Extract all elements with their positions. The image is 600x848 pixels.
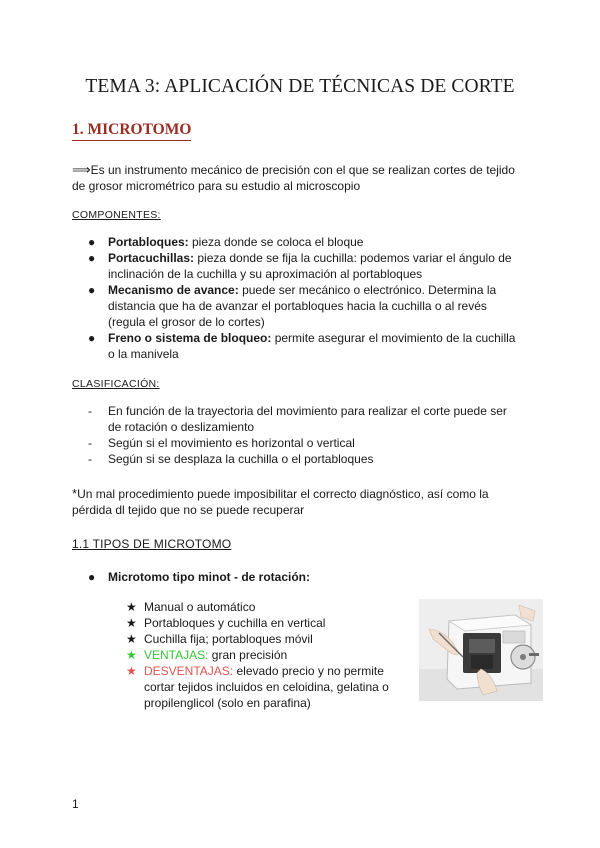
star-icon: ★: [126, 648, 137, 662]
item-term: Freno o sistema de bloqueo:: [108, 331, 272, 345]
list-item: [126, 663, 416, 711]
item-text: Manual o automático: [144, 600, 256, 614]
star-icon: ★: [126, 600, 137, 614]
star-icon: ★: [126, 632, 137, 646]
list-item: [72, 403, 532, 435]
list-item: [72, 234, 532, 250]
list-item: [126, 615, 416, 631]
section-heading-text: 1. MICROTOMO: [72, 121, 192, 138]
clasificacion-label: CLASIFICACIÓN:: [72, 378, 160, 390]
star-icon: ★: [126, 616, 137, 630]
bullet-icon: ●: [88, 283, 96, 297]
note-line-2: pérdida dl tejido que no se puede recuperar: [72, 503, 305, 517]
item-text: En función de la trayectoria del movimiento para realizar el corte puede ser: [108, 404, 507, 418]
item-text: o la manivela: [108, 347, 179, 361]
item-text: Cuchilla fija; portabloques móvil: [144, 632, 313, 646]
minot-features: [126, 599, 416, 711]
dash-marker: -: [88, 404, 92, 418]
intro-line-2: de grosor micrométrico para su estudio al microscopio: [72, 179, 361, 193]
page-title: TEMA 3: APLICACIÓN DE TÉCNICAS DE CORTE: [85, 76, 515, 97]
item-term: Mecanismo de avance:: [108, 283, 239, 297]
item-text: Según si el movimiento es horizontal o vertical: [108, 436, 355, 450]
item-term: Portacuchillas:: [108, 251, 195, 265]
list-item: [126, 631, 416, 647]
item-text: elevado precio y no permite: [233, 664, 384, 678]
item-text: de rotación o deslizamiento: [108, 420, 255, 434]
bullet-icon: ●: [88, 251, 96, 265]
item-term: Portabloques:: [108, 235, 189, 249]
item-text: (regula el grosor de lo cortes): [108, 315, 265, 329]
list-item: [72, 435, 532, 451]
item-text: inclinación de la cuchilla y su aproximación al portabloques: [108, 267, 423, 281]
bullet-icon: ●: [88, 235, 96, 249]
dash-marker: -: [88, 452, 92, 466]
microtome-photo: [419, 599, 543, 701]
bullet-icon: ●: [88, 570, 96, 584]
list-item: [72, 250, 532, 282]
list-item: [72, 330, 532, 362]
componentes-list: [72, 234, 532, 362]
note-line-1: Un mal procedimiento puede imposibilitar el correcto diagnóstico, así como la: [77, 487, 489, 501]
item-text: distancia que ha de avanzar el portabloques hacia la cuchilla o al revés: [108, 299, 487, 313]
item-text: Portabloques y cuchilla en vertical: [144, 616, 326, 630]
item-text: Según si se desplaza la cuchilla o el portabloques: [108, 452, 374, 466]
list-item: [126, 647, 416, 663]
star-icon: ★: [126, 664, 137, 678]
item-text: propilenglicol (solo en parafina): [144, 696, 311, 710]
bullet-icon: ●: [88, 331, 96, 345]
desventajas-label: DESVENTAJAS:: [144, 664, 234, 678]
intro-paragraph: [72, 162, 532, 194]
tipos-heading: 1.1 TIPOS DE MICROTOMO: [72, 537, 232, 551]
item-text: permite asegurar el movimiento de la cuchilla: [271, 331, 516, 345]
item-text: pieza donde se coloca el bloque: [188, 235, 364, 249]
double-arrow-icon: ⟹: [72, 162, 91, 177]
clasificacion-list: [72, 403, 532, 467]
intro-line-1: Es un instrumento mecánico de precisión con el que se realizan cortes de tejido: [90, 163, 515, 177]
list-item: [126, 599, 416, 615]
ventajas-label: VENTAJAS:: [144, 648, 209, 662]
componentes-label: COMPONENTES:: [72, 209, 161, 221]
item-text: puede ser mecánico o electrónico. Determina la: [238, 283, 497, 297]
warning-note: [72, 486, 532, 518]
list-item: [72, 451, 532, 467]
section-heading-microtomo: [72, 121, 191, 139]
dash-marker: -: [88, 436, 92, 450]
minot-title: Microtomo tipo minot - de rotación:: [108, 570, 310, 584]
list-item: [72, 282, 532, 330]
item-text: cortar tejidos incluidos en celoidina, gelatina o: [144, 680, 389, 694]
item-text: pieza donde se fija la cuchilla: podemos variar el ángulo de: [194, 251, 512, 265]
page-number: 1: [72, 797, 79, 811]
asterisk-icon: *: [72, 486, 78, 501]
heading-underline: [72, 140, 191, 141]
item-text: gran precisión: [208, 648, 288, 662]
